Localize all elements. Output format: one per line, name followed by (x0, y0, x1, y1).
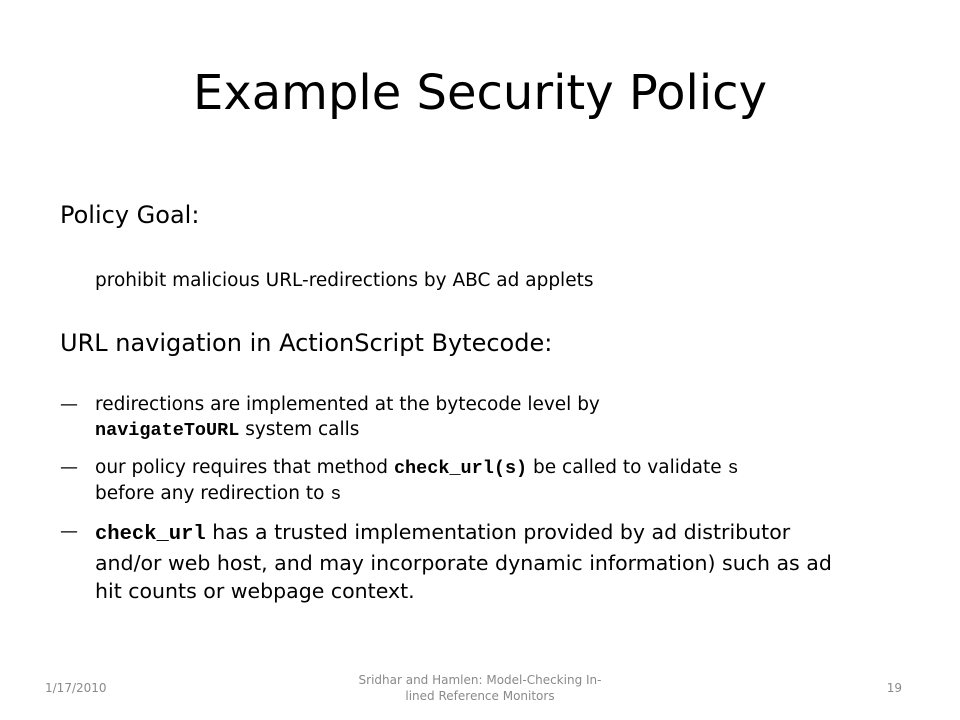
policy-goal-text: prohibit malicious URL-redirections by ABC ad applets (95, 270, 594, 291)
bullet-redirections (60, 392, 910, 443)
bullet-text: system calls (239, 419, 360, 440)
footer-page-number: 19 (886, 681, 902, 695)
footer-date: 1/17/2010 (45, 681, 107, 695)
bullet-text: our policy requires that method (95, 457, 394, 478)
bullet-text: and/or web host, and may incorporate dynamic information) such as ad (95, 551, 832, 575)
bullet-policy-requirement (60, 455, 910, 507)
code-check-url: check_url (95, 523, 206, 546)
code-check-url-s: check_url(s) (393, 458, 528, 479)
bullet-dash: — (60, 457, 78, 478)
bullet-text: has a trusted implementation provided by ad distributor (205, 520, 791, 544)
footer-citation (330, 672, 630, 704)
bullet-dash: — (60, 521, 78, 542)
footer-citation-line2: lined Reference Monitors (405, 689, 555, 703)
footer-citation-line1: Sridhar and Hamlen: Model-Checking In- (358, 673, 602, 687)
bullet-text: be called to validate (527, 457, 728, 478)
bullet-text: redirections are implemented at the bytecode level by (95, 394, 600, 415)
bullet-dash: — (60, 394, 78, 415)
variable-s: s (727, 458, 739, 479)
policy-goal-heading: Policy Goal: (60, 201, 200, 229)
bullet-check-url-implementation (60, 518, 910, 605)
slide-title: Example Security Policy (193, 65, 767, 121)
variable-s: s (330, 484, 342, 505)
bullet-text: hit counts or webpage context. (95, 579, 415, 603)
url-navigation-heading: URL navigation in ActionScript Bytecode: (60, 329, 553, 357)
code-navigateToURL: navigateToURL (95, 420, 240, 441)
bullet-text: before any redirection to (95, 483, 331, 504)
